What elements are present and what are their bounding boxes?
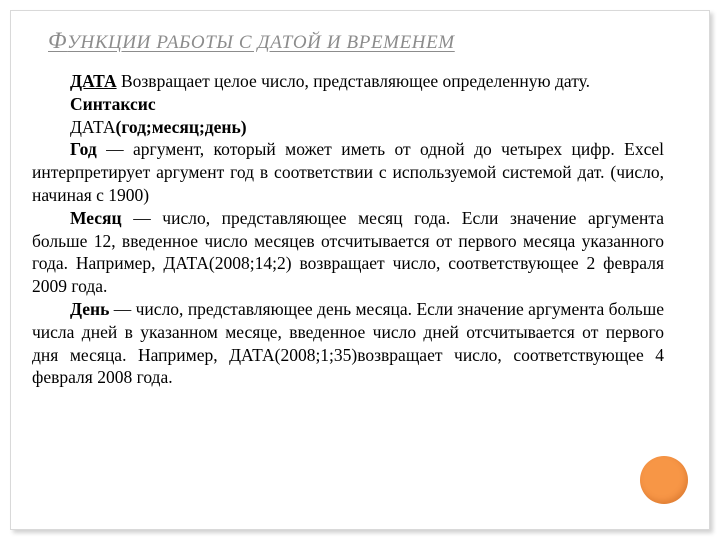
term-month: Месяц	[70, 207, 122, 228]
term-year: Год	[70, 139, 97, 160]
syntax-function: ДАТА	[70, 116, 116, 137]
title-rest: УНКЦИИ РАБОТЫ С ДАТОЙ И ВРЕМЕНЕМ	[67, 32, 455, 53]
slide-title	[48, 28, 455, 54]
paragraph-day	[32, 298, 664, 389]
accent-circle	[640, 456, 688, 504]
syntax-args: (год;месяц;день)	[115, 116, 247, 137]
date-description-text: Возвращает целое число, представляющее определенную дату.	[116, 71, 590, 91]
term-day: День	[70, 298, 110, 319]
day-text: — число, представляющее день месяца. Если значение аргумента больше числа дней в указанном месяце, введенное число дней отсчитывается от первого дня месяца. Например, ДАТА(2008;1;35)возвращает число, соответствующее 4 февраля 2008 года.	[32, 298, 664, 388]
syntax-label: Синтаксис	[70, 93, 156, 114]
paragraph-month	[32, 207, 664, 298]
month-text: — число, представляющее месяц года. Если значение аргумента больше 12, введенное число месяцев отсчитывается от первого месяца указанного года. Например, ДАТА(2008;14;2) возвращает число, соответствующее 2 февраля 2009 года.	[32, 207, 664, 297]
slide-body	[32, 70, 664, 389]
term-date: ДАТА	[70, 71, 117, 91]
paragraph-syntax-label	[32, 93, 664, 116]
paragraph-year	[32, 138, 664, 206]
title-initial: Ф	[48, 28, 68, 53]
year-text: — аргумент, который может иметь от одной до четырех цифр. Excel интерпретирует аргумент год в соответствии с используемой системой дат. (число, начиная с 1900)	[32, 139, 664, 205]
paragraph-date-description	[32, 70, 664, 93]
paragraph-syntax	[32, 116, 664, 139]
